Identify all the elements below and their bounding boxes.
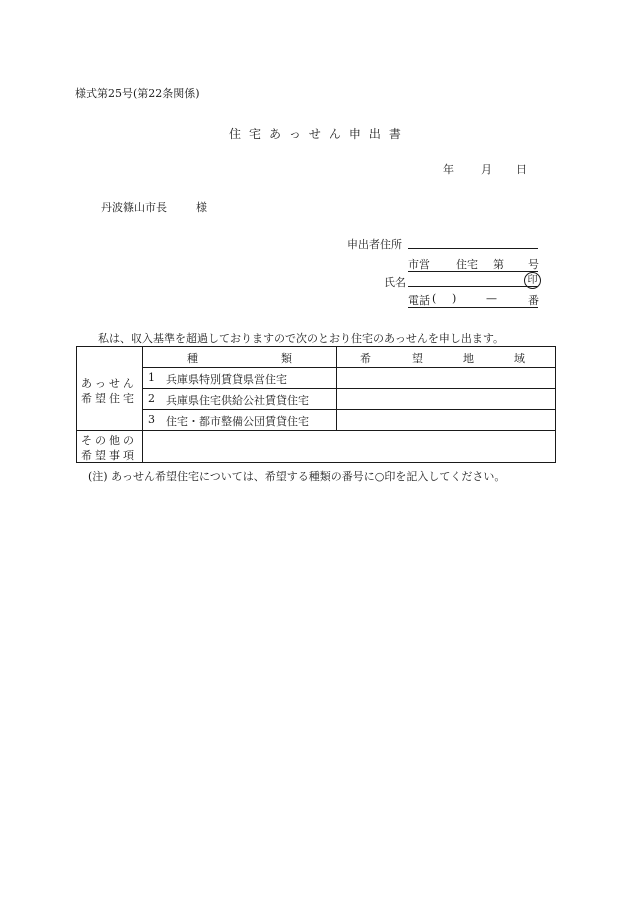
document-title: 住宅あっせん申出書: [229, 127, 409, 141]
option-label-1: 兵庫県特別賃貸県営住宅: [166, 373, 287, 386]
column-header-type-char-1: 種: [187, 352, 198, 365]
column-header-type-char-2: 類: [281, 352, 292, 365]
request-statement: 私は、収入基準を超過しておりますので次のとおり住宅のあっせんを申し出ます。: [98, 332, 505, 345]
housing-city-label: 市営: [408, 258, 430, 271]
applicant-address-label: 申出者住所: [347, 238, 402, 251]
row-header-other-requests-line-1: その他の: [81, 434, 137, 447]
other-requests-field[interactable]: [143, 431, 555, 462]
date-day-label: 日: [516, 163, 527, 176]
applicant-name-field[interactable]: [408, 286, 538, 287]
phone-label: 電話: [408, 294, 430, 307]
housing-request-table: [76, 346, 556, 463]
column-header-area-char-3: 地: [463, 352, 474, 365]
preferred-area-field-1[interactable]: [337, 368, 555, 388]
option-label-2: 兵庫県住宅供給公社賃貸住宅: [166, 394, 309, 407]
table-border-top: [76, 346, 556, 347]
row-header-preferred-housing-line-1: あっせん: [81, 377, 137, 390]
column-header-area-char-4: 域: [514, 352, 525, 365]
table-border-right: [555, 346, 556, 463]
applicant-address-field[interactable]: [408, 248, 538, 249]
phone-open-paren: (: [432, 292, 437, 305]
row-header-preferred-housing-line-2: 希望住宅: [81, 392, 137, 405]
row-header-other-requests-line-2: 希望事項: [81, 449, 137, 462]
housing-number-label: 第: [493, 258, 504, 271]
column-header-area-char-1: 希: [360, 352, 371, 365]
housing-go-label: 号: [528, 258, 539, 271]
footnote: (注) あっせん希望住宅については、希望する種類の番号に○印を記入してください。: [88, 470, 506, 483]
column-header-area-char-2: 望: [412, 352, 423, 365]
option-number-1: 1: [148, 371, 155, 384]
applicant-name-label: 氏名: [384, 276, 406, 289]
table-border-bottom: [76, 462, 556, 463]
current-housing-field[interactable]: [408, 256, 538, 272]
date-month-label: 月: [481, 163, 492, 176]
phone-suffix: 番: [528, 294, 539, 307]
preferred-area-field-3[interactable]: [337, 410, 555, 430]
option-number-3: 3: [148, 413, 155, 426]
option-number-2: 2: [148, 392, 155, 405]
phone-close-paren: ): [452, 292, 457, 305]
phone-field[interactable]: [408, 292, 538, 308]
preferred-area-field-2[interactable]: [337, 389, 555, 409]
form-number: 様式第25号(第22条関係): [75, 87, 200, 100]
table-border-left: [76, 346, 77, 463]
date-year-label: 年: [443, 163, 454, 176]
phone-dash: —: [486, 292, 497, 305]
housing-label: 住宅: [456, 258, 478, 271]
seal-mark: 印: [524, 272, 541, 289]
addressee-honorific: 様: [196, 201, 207, 214]
option-label-3: 住宅・都市整備公団賃貸住宅: [166, 415, 309, 428]
addressee-name: 丹波篠山市長: [101, 201, 167, 214]
